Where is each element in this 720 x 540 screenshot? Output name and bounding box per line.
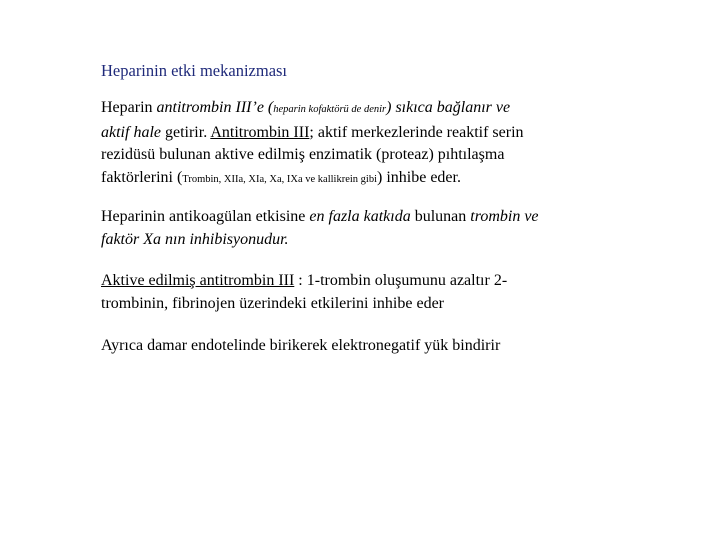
text-line [101, 122, 601, 145]
text-run: : 1-trombin oluşumunu azaltır 2- [294, 272, 508, 289]
text-line: rezidüsü bulunan aktive edilmiş enzimatik (proteaz) pıhtılaşma [101, 146, 505, 163]
text-run: ; aktif merkezlerinde reaktif serin [309, 123, 524, 141]
text-line: Ayrıca damar endotelinde birikerek elektronegatif yük bindirir [101, 337, 501, 354]
text-line [101, 97, 601, 122]
text-run: faktörlerini ( [101, 168, 183, 186]
text-run: Heparinin antikoagülan etkisine [101, 208, 310, 225]
text-run: trombin ve [470, 208, 539, 225]
text-run: Antitrombin III [210, 123, 310, 141]
text-line [101, 206, 601, 229]
text-line: faktör Xa nın inhibisyonudur. [101, 230, 289, 248]
text-run: Heparin [101, 99, 157, 116]
text-run: en fazla katkıda [309, 208, 415, 225]
paragraph-mechanism [101, 97, 601, 191]
text-run: getirir. [164, 123, 211, 141]
text-line [101, 270, 601, 293]
text-line: trombinin, fibrinojen üzerindeki etkilerini inhibe eder [101, 294, 445, 312]
text-line [101, 167, 601, 192]
paragraph-anticoagulant [101, 206, 601, 251]
slide-title: Heparinin etki mekanizması [101, 61, 288, 80]
text-run: Trombin, XIIa, XIa, Xa, IXa ve kallikrein gibi [182, 173, 377, 185]
text-run: bulunan [414, 208, 471, 225]
text-run: Aktive edilmiş antitrombin III [101, 272, 295, 289]
text-run: ) [386, 99, 396, 116]
text-run: antitrombin III’e ( [156, 99, 274, 116]
text-run: sıkıca bağlanır ve [395, 99, 511, 116]
text-run: aktif hale [101, 123, 165, 141]
text-run: heparin kofaktörü de denir [273, 104, 387, 115]
paragraph-activated-antithrombin [101, 270, 601, 315]
paragraph-endothelium [101, 335, 601, 358]
text-run: ) inhibe eder. [377, 168, 461, 186]
